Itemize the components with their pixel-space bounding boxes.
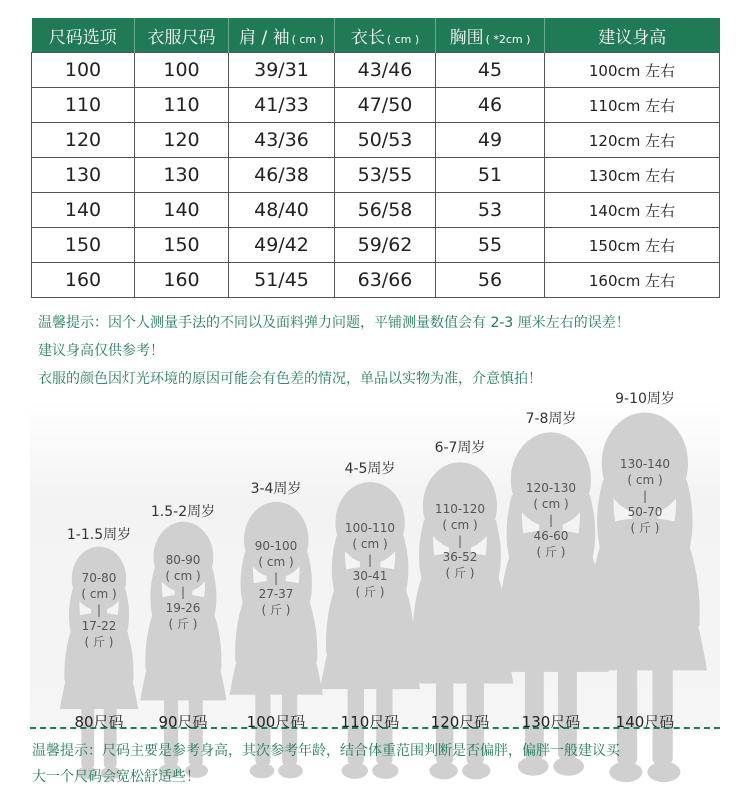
- table-cell: 130: [32, 158, 135, 193]
- table-cell: 43/46: [335, 53, 436, 88]
- figure-unit-kg: ( 斤 ): [445, 566, 475, 580]
- table-row: [32, 228, 720, 263]
- figure-unit-kg: ( 斤 ): [261, 603, 291, 617]
- header-unit: ( cm ): [386, 32, 420, 46]
- figure-height-range: 120-130: [525, 481, 577, 495]
- figure-weight-range: 17-22: [81, 619, 117, 633]
- table-cell: 63/66: [335, 263, 436, 298]
- table-cell: 160cm 左右: [545, 263, 720, 298]
- table-cell: 41/33: [229, 88, 335, 123]
- figure-size-label: 130尺码: [521, 713, 581, 731]
- figure-weight-range: 30-41: [352, 569, 388, 583]
- table-cell: 120: [135, 123, 229, 158]
- table-cell: 53: [436, 193, 545, 228]
- figure-weight-range: 46-60: [533, 529, 569, 543]
- figure-height-range: 70-80: [81, 571, 117, 585]
- table-cell: 43/36: [229, 123, 335, 158]
- header-size-option: 尺码选项: [32, 18, 135, 53]
- table-cell: 53/55: [335, 158, 436, 193]
- figure-sep: |: [96, 603, 102, 617]
- figure-size-label: 90尺码: [158, 713, 208, 731]
- dashed-divider: [30, 727, 720, 729]
- figure-sep: |: [457, 534, 463, 548]
- color-difference-note: 衣服的颜色因灯光环境的原因可能会有色差的情况，单品以实物为准，介意慎拍！: [38, 371, 542, 387]
- table-cell: 49: [436, 123, 545, 158]
- figure-sep: |: [273, 571, 279, 585]
- figure-age-label: 4-5周岁: [344, 461, 396, 477]
- figure-unit-cm: ( cm ): [627, 473, 663, 487]
- figure-weight-range: 50-70: [627, 505, 663, 519]
- figure-age-label: 1.5-2周岁: [150, 504, 216, 520]
- figure-sep: |: [548, 513, 554, 527]
- figure-weight-range: 27-37: [258, 587, 294, 601]
- table-cell: 51/45: [229, 263, 335, 298]
- table-cell: 140: [135, 193, 229, 228]
- size-figure-illustration: [30, 391, 720, 731]
- table-cell: 110cm 左右: [545, 88, 720, 123]
- figure-unit-kg: ( 斤 ): [168, 617, 198, 631]
- header-clothing-size: 衣服尺码: [135, 18, 229, 53]
- figure-unit-cm: ( cm ): [533, 497, 569, 511]
- table-cell: 120: [32, 123, 135, 158]
- header-suggested-height: 建议身高: [545, 18, 720, 53]
- figure-height-range: 90-100: [254, 539, 298, 553]
- size-advice-line1: 温馨提示：尺码主要是参考身高，其次参考年龄，结合体重范围判断是否偏胖，偏胖一般建议买: [32, 743, 620, 759]
- size-chart-table: [31, 18, 720, 298]
- figure-unit-cm: ( cm ): [352, 537, 388, 551]
- figure-height-range: 110-120: [434, 502, 486, 516]
- table-cell: 150: [135, 228, 229, 263]
- table-cell: 120cm 左右: [545, 123, 720, 158]
- header-shoulder-sleeve: 肩 / 袖 ( cm ): [229, 18, 335, 53]
- figure-height-range: 80-90: [165, 553, 201, 567]
- table-cell: 46: [436, 88, 545, 123]
- figure-unit-cm: ( cm ): [81, 587, 117, 601]
- header-unit: ( *2cm ): [485, 32, 531, 46]
- table-cell: 140: [32, 193, 135, 228]
- figure-size-label: 140尺码: [615, 713, 675, 731]
- table-cell: 130: [135, 158, 229, 193]
- figure-unit-kg: ( 斤 ): [84, 635, 114, 649]
- figure-sep: |: [367, 553, 373, 567]
- table-cell: 56/58: [335, 193, 436, 228]
- figure-size-label: 80尺码: [74, 713, 124, 731]
- header-length: 衣长 ( cm ): [335, 18, 436, 53]
- table-cell: 49/42: [229, 228, 335, 263]
- figure-age-label: 1-1.5周岁: [66, 527, 132, 543]
- figure-weight-range: 19-26: [165, 601, 201, 615]
- figure-sep: |: [642, 489, 648, 503]
- table-cell: 46/38: [229, 158, 335, 193]
- table-row: [32, 158, 720, 193]
- table-row: [32, 53, 720, 88]
- table-cell: 56: [436, 263, 545, 298]
- figure-sep: |: [180, 585, 186, 599]
- figure-unit-kg: ( 斤 ): [630, 521, 660, 535]
- figure-age-label: 7-8周岁: [525, 411, 577, 427]
- table-cell: 48/40: [229, 193, 335, 228]
- figure-size-label: 100尺码: [246, 713, 306, 731]
- figure-unit-kg: ( 斤 ): [355, 585, 385, 599]
- figure-unit-kg: ( 斤 ): [536, 545, 566, 559]
- height-reference-note: 建议身高仅供参考！: [38, 343, 164, 359]
- table-cell: 130cm 左右: [545, 158, 720, 193]
- figure-age-label: 6-7周岁: [434, 440, 486, 456]
- table-header-row: [32, 18, 720, 53]
- table-cell: 59/62: [335, 228, 436, 263]
- table-cell: 50/53: [335, 123, 436, 158]
- figure-height-range: 130-140: [619, 457, 671, 471]
- table-cell: 47/50: [335, 88, 436, 123]
- table-row: [32, 263, 720, 298]
- table-cell: 150: [32, 228, 135, 263]
- table-cell: 100cm 左右: [545, 53, 720, 88]
- table-cell: 110: [32, 88, 135, 123]
- table-row: [32, 193, 720, 228]
- table-cell: 160: [32, 263, 135, 298]
- table-cell: 55: [436, 228, 545, 263]
- table-cell: 39/31: [229, 53, 335, 88]
- figure-unit-cm: ( cm ): [442, 518, 478, 532]
- table-row: [32, 123, 720, 158]
- size-advice-line2: 大一个尺码会宽松舒适些！: [32, 769, 200, 785]
- figure-age-label: 3-4周岁: [250, 481, 302, 497]
- figure-age-label: 9-10周岁: [615, 391, 675, 407]
- figure-unit-cm: ( cm ): [165, 569, 201, 583]
- table-cell: 51: [436, 158, 545, 193]
- figure-height-range: 100-110: [344, 521, 396, 535]
- figure-size-label: 120尺码: [430, 713, 490, 731]
- measurement-note: 温馨提示：因个人测量手法的不同以及面料弹力问题，平铺测量数值会有 2-3 厘米左右的误差！: [38, 315, 630, 331]
- table-cell: 100: [32, 53, 135, 88]
- table-cell: 100: [135, 53, 229, 88]
- figure-weight-range: 36-52: [442, 550, 478, 564]
- table-cell: 110: [135, 88, 229, 123]
- figure-unit-cm: ( cm ): [258, 555, 294, 569]
- table-cell: 150cm 左右: [545, 228, 720, 263]
- table-cell: 160: [135, 263, 229, 298]
- figure-size-label: 110尺码: [340, 713, 400, 731]
- header-chest: 胸围 ( *2cm ): [436, 18, 545, 53]
- header-unit: ( cm ): [291, 32, 324, 46]
- table-row: [32, 88, 720, 123]
- table-cell: 140cm 左右: [545, 193, 720, 228]
- table-cell: 45: [436, 53, 545, 88]
